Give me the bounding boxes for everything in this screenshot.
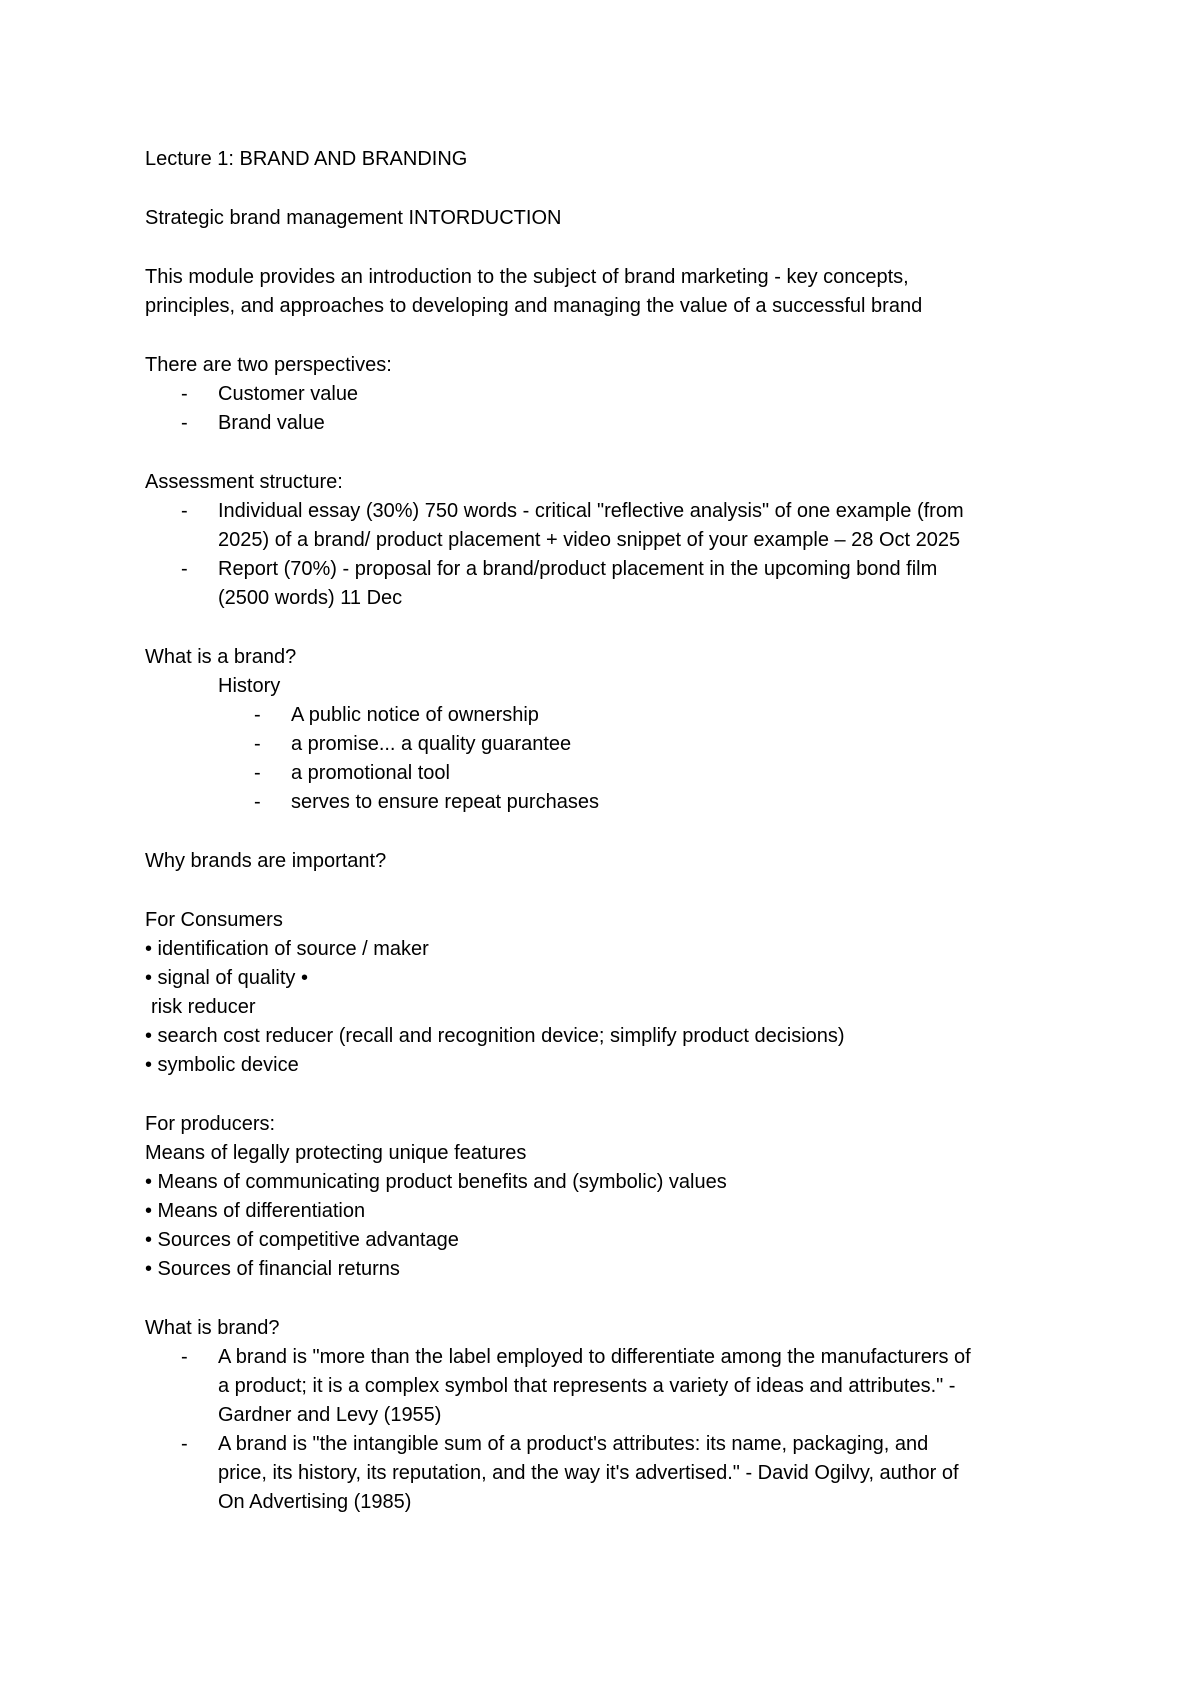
list-item: Customer value — [218, 383, 359, 405]
lecture-title: Lecture 1: BRAND AND BRANDING — [145, 148, 468, 170]
list-item: a promise... a quality guarantee — [291, 733, 572, 755]
dash-bullet: - — [254, 733, 261, 755]
list-item-continued: On Advertising (1985) — [218, 1491, 412, 1513]
section-heading: What is a brand? — [145, 646, 297, 668]
subtitle: Strategic brand management INTORDUCTION — [145, 207, 562, 229]
dash-bullet: - — [254, 762, 261, 784]
dash-bullet: - — [181, 558, 188, 580]
section-heading: Why brands are important? — [145, 850, 387, 872]
producer-point: Means of legally protecting unique features — [145, 1142, 527, 1164]
list-item: A brand is "the intangible sum of a product's attributes: its name, packaging, and — [218, 1433, 929, 1455]
dash-bullet: - — [181, 383, 188, 405]
consumer-point: • identification of source / maker — [145, 938, 429, 960]
list-item-continued: (2500 words) 11 Dec — [218, 587, 403, 609]
list-item: Individual essay (30%) 750 words - critical "reflective analysis" of one example (from — [218, 500, 964, 522]
list-item: A public notice of ownership — [291, 704, 539, 726]
producer-point: • Means of differentiation — [145, 1200, 366, 1222]
list-item: A brand is "more than the label employed to differentiate among the manufacturers of — [218, 1346, 971, 1368]
dash-bullet: - — [181, 1433, 188, 1455]
section-heading: What is brand? — [145, 1317, 280, 1339]
assessment-heading: Assessment structure: — [145, 471, 343, 493]
dash-bullet: - — [254, 704, 261, 726]
list-item-continued: Gardner and Levy (1955) — [218, 1404, 442, 1426]
list-item-continued: 2025) of a brand/ product placement + video snippet of your example – 28 Oct 2025 — [218, 529, 961, 551]
perspectives-heading: There are two perspectives: — [145, 354, 392, 376]
intro-line: principles, and approaches to developing and managing the value of a successful brand — [145, 295, 923, 317]
producer-point: • Sources of financial returns — [145, 1258, 400, 1280]
list-item: serves to ensure repeat purchases — [291, 791, 599, 813]
producer-point: • Means of communicating product benefits and (symbolic) values — [145, 1171, 727, 1193]
dash-bullet: - — [181, 1346, 188, 1368]
subheading-history: History — [218, 675, 281, 697]
consumers-heading: For Consumers — [145, 909, 283, 931]
consumer-point: • symbolic device — [145, 1054, 299, 1076]
intro-line: This module provides an introduction to the subject of brand marketing - key concepts, — [145, 266, 909, 288]
list-item: Brand value — [218, 412, 325, 434]
list-item-continued: price, its history, its reputation, and the way it's advertised." - David Ogilvy, author of — [218, 1462, 959, 1484]
list-item-continued: a product; it is a complex symbol that represents a variety of ideas and attributes." - — [218, 1375, 956, 1397]
list-item: a promotional tool — [291, 762, 450, 784]
consumer-point: • search cost reducer (recall and recognition device; simplify product decisions) — [145, 1025, 845, 1047]
dash-bullet: - — [181, 500, 188, 522]
dash-bullet: - — [254, 791, 261, 813]
producer-point: • Sources of competitive advantage — [145, 1229, 459, 1251]
consumer-point: • signal of quality • — [145, 967, 308, 989]
dash-bullet: - — [181, 412, 188, 434]
producers-heading: For producers: — [145, 1113, 276, 1135]
list-item: Report (70%) - proposal for a brand/product placement in the upcoming bond film — [218, 558, 938, 580]
consumer-point: risk reducer — [151, 996, 256, 1018]
